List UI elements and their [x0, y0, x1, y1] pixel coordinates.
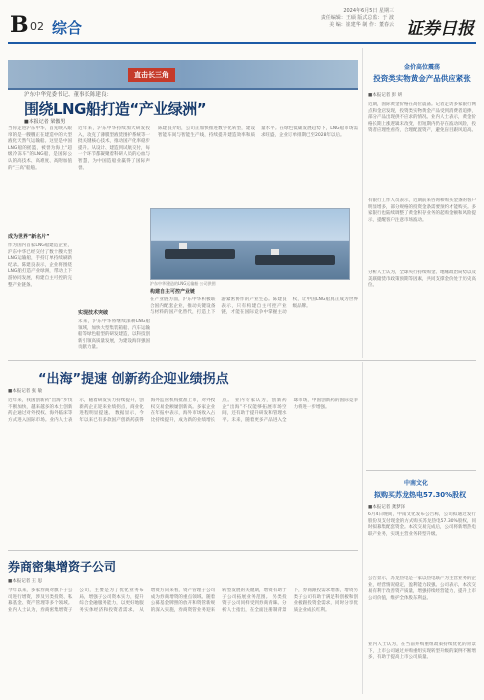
side-story-1 [368, 62, 476, 310]
main-subhead-1: 成为世界“新名片” [8, 234, 50, 240]
main-subhead-3: 构建自主可控产业链 [150, 289, 196, 295]
story2-text [8, 398, 358, 544]
story2-para-2: 数据显示，今年以来已有多款国产创新药获得海外监管机构批准上市，对外授权交易金额屡创新高。多家企业在年报中表示，海外市场收入占比持续提升，成为新的业绩增长点。 [79, 398, 233, 423]
side2-text-2: 公告显示，苏龙热电是一家以热电联产为主营业务的企业，经营情况稳定，盈利能力较强。公司表示，本次交易有利于改善资产质量，增强持续经营能力，提升上市公司价值，维护全体股东利益。 [368, 576, 476, 601]
photo-caption: 沪东中华建造的LNG运输船 公司供图 [150, 281, 216, 286]
main-col1-text: 当你走进沪东中华，首先映入眼帘的是一艘艘正在建造中的大型液化天然气运输船。这里是中国LNG船的摇篮，被誉为海上“超级冷冻车”的LNG船，是国际公认的高技术、高难度、高附加值的“三高”船舶。 [8, 126, 72, 171]
main-col1b-text: 作为国内首家LNG船建造企业，沪东中华已经交付了数十艘大型LNG运输船，手持订单持续刷新纪录。陈建良表示，企业将围绕LNG船打造产业绿洲，带动上下游协同发展，构建自主可控的完整产业链条。 [8, 243, 72, 288]
side1-text: 近期，国际黄金价格在高位震荡。记者走访多家银行网点和金店发现，投资类实物黄金产品受到消费者追捧，部分产品出现供不应求的情况。业内人士表示，黄金价格长期上涨逻辑未改变，但短期内仍存在波动风险，投资者应理性看待，合理配置资产，避免盲目跟风追高。 [368, 102, 476, 134]
section-title: 综合 [52, 19, 83, 37]
main-col3-text: 陈建良介绍，公司正加快推进数字化转型，建设智能车间与智能生产线，持续提升建造效率和质量水平。在绿色低碳发展趋势下，LNG船市场需求旺盛，企业订单排期已至2028年以后。 [158, 126, 358, 138]
column-divider [362, 48, 363, 358]
story2-headline: “出海”提速 创新药企迎业绩拐点 [38, 372, 229, 387]
lng-ship-photo [150, 208, 350, 280]
masthead-rule [8, 42, 476, 44]
side1-byline: ■本报记者 彭 妍 [368, 93, 403, 98]
side1-kicker: 金价高位震荡 [403, 64, 440, 71]
banner-tag: 直击长三角 [128, 68, 175, 82]
main-col2-text: 近年来，沪东中华持续加大研发投入，攻克了薄膜型液货围护系统等一批关键核心技术，推动国产化率稳步提升。从设计、建造到试航交付，每一个环节都凝聚着科研人员的心血与智慧，为中国造船业赢得了国际声誉。 [78, 126, 150, 171]
main-column-4 [150, 288, 358, 356]
main-col2b-text: 未来，沪东中华将继续深耕LNG船领域，加快大型集装箱船、汽车运输船等绿色船型的研发建造，以科技创新引领高质量发展，为建设海洋强国贡献力量。 [78, 319, 150, 351]
brand-logo: 证券日报 [406, 19, 474, 39]
main-headline: 围绕LNG船打造“产业绿洲” [24, 100, 207, 118]
side2-kicker: 中南文化 [404, 480, 429, 487]
story3-text [8, 588, 358, 694]
story3-byline: ■本报记者 王 思 [8, 579, 43, 584]
section-divider [8, 360, 476, 361]
main-byline: ■本报记者 梁傲男 [24, 119, 66, 125]
side1-text-2: 有银行工作人员表示，近期前来咨询和购买金条的客户明显增多，部分规格的投资金条需要预约才能购买。多家银行也陆续调整了黄金积存业务的起购金额和风险提示，提醒客户注意市场波动。 [368, 198, 476, 223]
page-letter: B [10, 12, 28, 38]
story2-para-3: 业内专家认为，创新药企“出海”不仅能够拓展市场空间，还有助于提升研发和管理水平。未来，随着更多产品进入全球市场，中国创新药的国际竞争力将进一步增强。 [222, 398, 358, 423]
story3-headline: 券商密集增资子公司 [8, 560, 117, 574]
date-line-3: 美 编：崔建华 制 作：董春云 [329, 22, 394, 28]
story2-body [8, 398, 358, 544]
banner-image [8, 60, 358, 90]
date-line [321, 8, 394, 29]
section-divider [8, 550, 358, 551]
story3-para-3: 另类投资子公司同样受到券商青睐。分析人士指出，在全面注册制背景下，券商跟投需求增加，增资另类子公司有助于满足科创板和创业板跟投资金需求，同时分享优质企业成长红利。 [222, 588, 358, 613]
story3-para-1: 今年以来，多家券商对旗下子公司进行增资，涉及另类投资、私募基金、资产管理等多个领域。业内人士认为，券商密集增资子公司，主要是为了优化业务布局，增强子公司资本实力，提升综合金融服务能力，以更好地服务实体经济和投资者需求。 [8, 588, 144, 613]
story3-para-2: 从增资方向来看，资产管理子公司成为券商增资的重点领域。随着公募基金牌照的放开和资管新规的深入实施，券商资管业务迎来转型发展的关键期，增资有助于子公司拓展业务范围。 [139, 588, 287, 613]
main-col4-text: 在产业链方面，沪东中华积极联合国内配套企业，推动关键设备与材料的国产化替代，打造上下游紧密协作的产业生态。陈建良表示，只有构建自主可控产业链，才能在国际竞争中掌握主动权，让中国LNG船真正成为世界级品牌。 [150, 297, 358, 316]
main-column-1 [8, 126, 72, 356]
side2-byline: ■本报记者 龚梦泽 [368, 505, 406, 510]
side2-body [368, 512, 476, 694]
column-divider [362, 362, 363, 694]
main-column-3 [158, 126, 358, 204]
date-line-2: 责任编辑：王硕 版式总监：于 波 [320, 15, 394, 21]
ship-shape [165, 249, 235, 259]
story2-para-1: 近年来，我国创新药“出海”步伐不断加快，越来越多的本土创新药企通过对外授权、海外临床等方式进入国际市场。业内人士表示，随着研发实力持续提升，创新药企正迎来业绩拐点，商业化进程明显提速。 [8, 398, 144, 423]
main-story [8, 60, 358, 357]
story3-body [8, 588, 358, 694]
main-subhead-2: 实现技术突破 [78, 310, 109, 316]
story2-byline: ■本报记者 张 敏 [8, 389, 43, 394]
side1-title: 投资类实物黄金产品供应紧张 [373, 74, 471, 83]
main-column-2 [78, 126, 150, 356]
page-number: 02 [30, 20, 44, 33]
section-divider [366, 470, 476, 471]
date-line-1: 2024年6月5日 星期三 [343, 8, 394, 14]
masthead [0, 0, 484, 44]
ship-shape [255, 255, 335, 265]
side2-text-3: 业内人士认为，在当前并购重组政策持续优化的背景下，上市公司通过并购重组实现转型升级的案例不断增多，有助于提高上市公司质量。 [368, 642, 476, 661]
side1-text-3: 分析人士认为，全球央行持续购金、地缘政治局势以及美联储货币政策预期等因素，共同支撑金价处于历史高位。 [368, 270, 476, 289]
side2-title: 拟购买苏龙热电57.30%股权 [374, 491, 467, 499]
main-kicker: 沪东中华党委书记、董事长陈建良： [24, 92, 113, 98]
side2-text: 6月4日晚间，中南文化发布公告称，公司拟通过发行股份及支付现金的方式购买苏龙热电57.30%股权，同时拟募集配套资金。本次交易完成后，公司将新增热电联产业务，实现主营业务转型升级。 [368, 512, 476, 537]
